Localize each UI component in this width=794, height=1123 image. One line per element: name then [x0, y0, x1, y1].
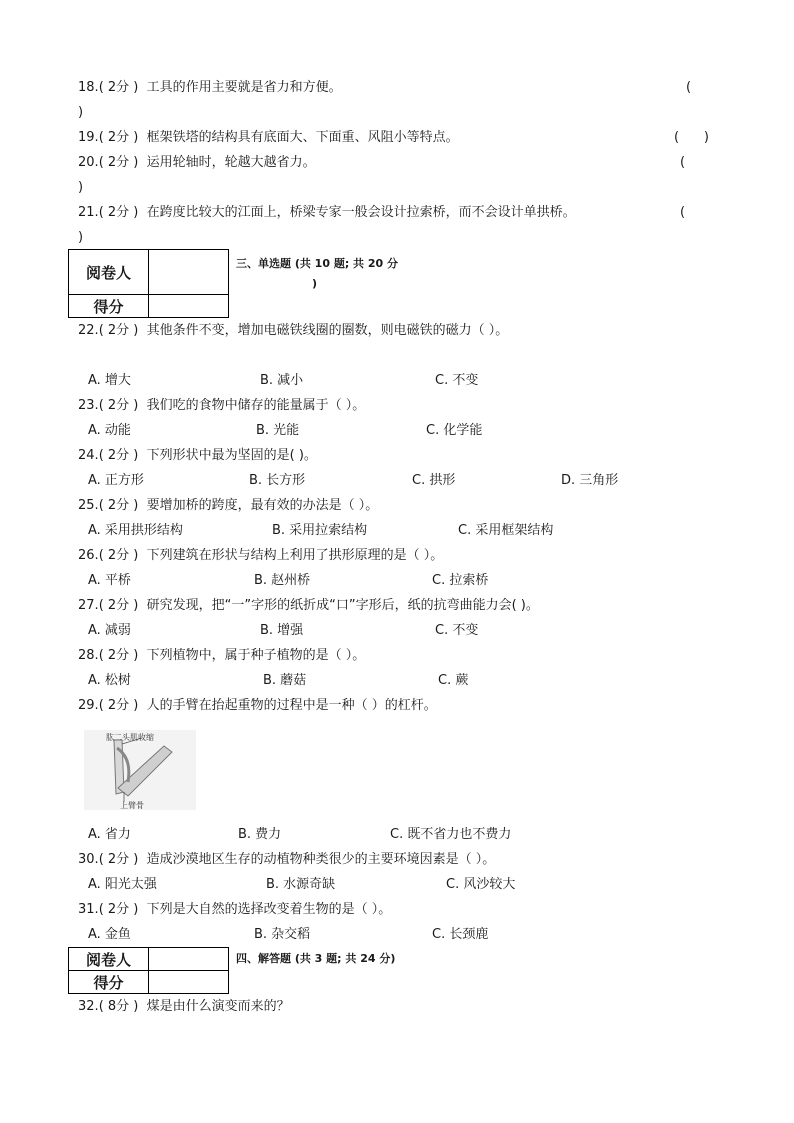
option-b[interactable]: B. 杂交稻	[254, 927, 311, 942]
question-text: 煤是由什么演变而来的？	[146, 999, 290, 1014]
option-b[interactable]: B. 长方形	[249, 473, 306, 488]
score-box-section-4	[68, 947, 229, 994]
answer-paren: ( )	[674, 130, 709, 145]
score-label: 得分	[69, 295, 149, 318]
question-18	[78, 80, 342, 96]
option-b[interactable]: B. 蘑菇	[263, 673, 307, 688]
question-score: ( 2分 )	[98, 498, 139, 513]
option-b[interactable]: B. 光能	[256, 423, 300, 438]
question-32	[78, 999, 290, 1015]
option-b[interactable]: B. 采用拉索结构	[272, 523, 368, 538]
question-number: 23.	[78, 398, 99, 413]
question-22	[78, 323, 508, 339]
question-number: 27.	[78, 598, 99, 613]
question-number: 20.	[78, 155, 99, 170]
question-score: ( 2分 )	[98, 852, 139, 867]
question-score: ( 2分 )	[98, 155, 139, 170]
figure-label-humerus: 上臂骨	[120, 801, 144, 810]
option-c[interactable]: C. 化学能	[426, 423, 483, 438]
section-3-title-close: )	[312, 277, 318, 290]
option-a[interactable]: A. 正方形	[88, 473, 144, 488]
answer-paren-open: (	[680, 155, 686, 170]
question-24	[78, 448, 317, 464]
option-b[interactable]: B. 增强	[260, 623, 304, 638]
question-score: ( 2分 )	[98, 598, 139, 613]
question-28	[78, 648, 365, 664]
question-number: 31.	[78, 902, 99, 917]
question-score: ( 8分 )	[98, 999, 139, 1014]
option-a[interactable]: A. 平桥	[88, 573, 131, 588]
question-text: 在跨度比较大的江面上，桥梁专家一般会设计拉索桥，而不会设计单拱桥。	[146, 205, 576, 220]
score-cell[interactable]	[149, 971, 229, 994]
grader-label: 阅卷人	[69, 250, 149, 295]
question-text: 下列形状中最为坚固的是( )。	[146, 448, 317, 463]
score-box-section-3	[68, 249, 229, 318]
option-a[interactable]: A. 省力	[88, 827, 131, 842]
option-c[interactable]: C. 风沙较大	[446, 877, 516, 892]
option-a[interactable]: A. 阳光太强	[88, 877, 157, 892]
question-text: 工具的作用主要就是省力和方便。	[146, 80, 342, 95]
question-29	[78, 698, 437, 714]
question-number: 21.	[78, 205, 99, 220]
grader-cell[interactable]	[149, 948, 229, 971]
question-number: 18.	[78, 80, 99, 95]
option-d[interactable]: D. 三角形	[561, 473, 619, 488]
question-score: ( 2分 )	[98, 398, 139, 413]
question-text: 框架铁塔的结构具有底面大、下面重、风阻小等特点。	[146, 130, 459, 145]
grader-cell[interactable]	[149, 250, 229, 295]
option-c[interactable]: C. 蕨	[438, 673, 469, 688]
question-score: ( 2分 )	[98, 902, 139, 917]
question-30	[78, 852, 495, 868]
question-score: ( 2分 )	[98, 130, 139, 145]
option-b[interactable]: B. 水源奇缺	[266, 877, 336, 892]
question-number: 24.	[78, 448, 99, 463]
question-score: ( 2分 )	[98, 205, 139, 220]
question-text: 研究发现，把“一”字形的纸折成“口”字形后，纸的抗弯曲能力会( )。	[146, 598, 539, 613]
option-c[interactable]: C. 不变	[435, 373, 479, 388]
question-score: ( 2分 )	[98, 548, 139, 563]
option-b[interactable]: B. 赵州桥	[254, 573, 311, 588]
question-31	[78, 902, 391, 918]
question-score: ( 2分 )	[98, 648, 139, 663]
question-number: 26.	[78, 548, 99, 563]
option-c[interactable]: C. 拉索桥	[432, 573, 489, 588]
question-number: 25.	[78, 498, 99, 513]
answer-paren-open: (	[686, 80, 692, 95]
question-number: 22.	[78, 323, 99, 338]
answer-paren-close: )	[78, 105, 84, 120]
option-c[interactable]: C. 不变	[435, 623, 479, 638]
option-a[interactable]: A. 松树	[88, 673, 131, 688]
question-text: 其他条件不变，增加电磁铁线圈的圈数，则电磁铁的磁力（ ）。	[146, 323, 509, 338]
question-number: 28.	[78, 648, 99, 663]
option-c[interactable]: C. 长颈鹿	[432, 927, 489, 942]
question-text: 下列建筑在形状与结构上利用了拱形原理的是（ ）。	[146, 548, 444, 563]
question-number: 19.	[78, 130, 99, 145]
answer-paren-open: (	[680, 205, 686, 220]
question-21	[78, 205, 576, 221]
question-score: ( 2分 )	[98, 80, 139, 95]
score-cell[interactable]	[149, 295, 229, 318]
question-text: 运用轮轴时，轮越大越省力。	[146, 155, 316, 170]
question-score: ( 2分 )	[98, 698, 139, 713]
question-text: 人的手臂在抬起重物的过程中是一种（ ）的杠杆。	[146, 698, 437, 713]
figure-label-biceps: 肱二头肌收缩	[106, 733, 154, 742]
option-b[interactable]: B. 减小	[260, 373, 304, 388]
answer-paren-close: )	[78, 230, 84, 245]
question-23	[78, 398, 365, 414]
section-3-title: 三、单选题 (共 10 题; 共 20 分	[236, 257, 399, 270]
option-a[interactable]: A. 采用拱形结构	[88, 523, 183, 538]
question-number: 29.	[78, 698, 99, 713]
question-number: 30.	[78, 852, 99, 867]
question-score: ( 2分 )	[98, 323, 139, 338]
question-score: ( 2分 )	[98, 448, 139, 463]
question-27	[78, 598, 539, 614]
question-text: 要增加桥的跨度，最有效的办法是（ ）。	[146, 498, 379, 513]
option-c[interactable]: C. 拱形	[412, 473, 456, 488]
answer-paren-close: )	[78, 180, 84, 195]
option-c[interactable]: C. 采用框架结构	[458, 523, 554, 538]
score-label: 得分	[69, 971, 149, 994]
question-text: 下列是大自然的选择改变着生物的是（ ）。	[146, 902, 392, 917]
question-25	[78, 498, 378, 514]
option-c[interactable]: C. 既不省力也不费力	[390, 827, 512, 842]
question-text: 造成沙漠地区生存的动植物种类很少的主要环境因素是（ ）。	[146, 852, 496, 867]
grader-label: 阅卷人	[69, 948, 149, 971]
question-number: 32.	[78, 999, 99, 1014]
option-a[interactable]: A. 增大	[88, 373, 131, 388]
option-a[interactable]: A. 减弱	[88, 623, 131, 638]
question-text: 下列植物中，属于种子植物的是（ ）。	[146, 648, 366, 663]
section-4-title: 四、解答题 (共 3 题; 共 24 分)	[236, 952, 396, 965]
option-a[interactable]: A. 金鱼	[88, 927, 131, 942]
question-19	[78, 130, 459, 146]
arm-lever-figure	[84, 730, 196, 810]
question-26	[78, 548, 443, 564]
question-text: 我们吃的食物中储存的能量属于（ ）。	[146, 398, 366, 413]
option-a[interactable]: A. 动能	[88, 423, 131, 438]
option-b[interactable]: B. 费力	[238, 827, 282, 842]
question-20	[78, 155, 316, 171]
